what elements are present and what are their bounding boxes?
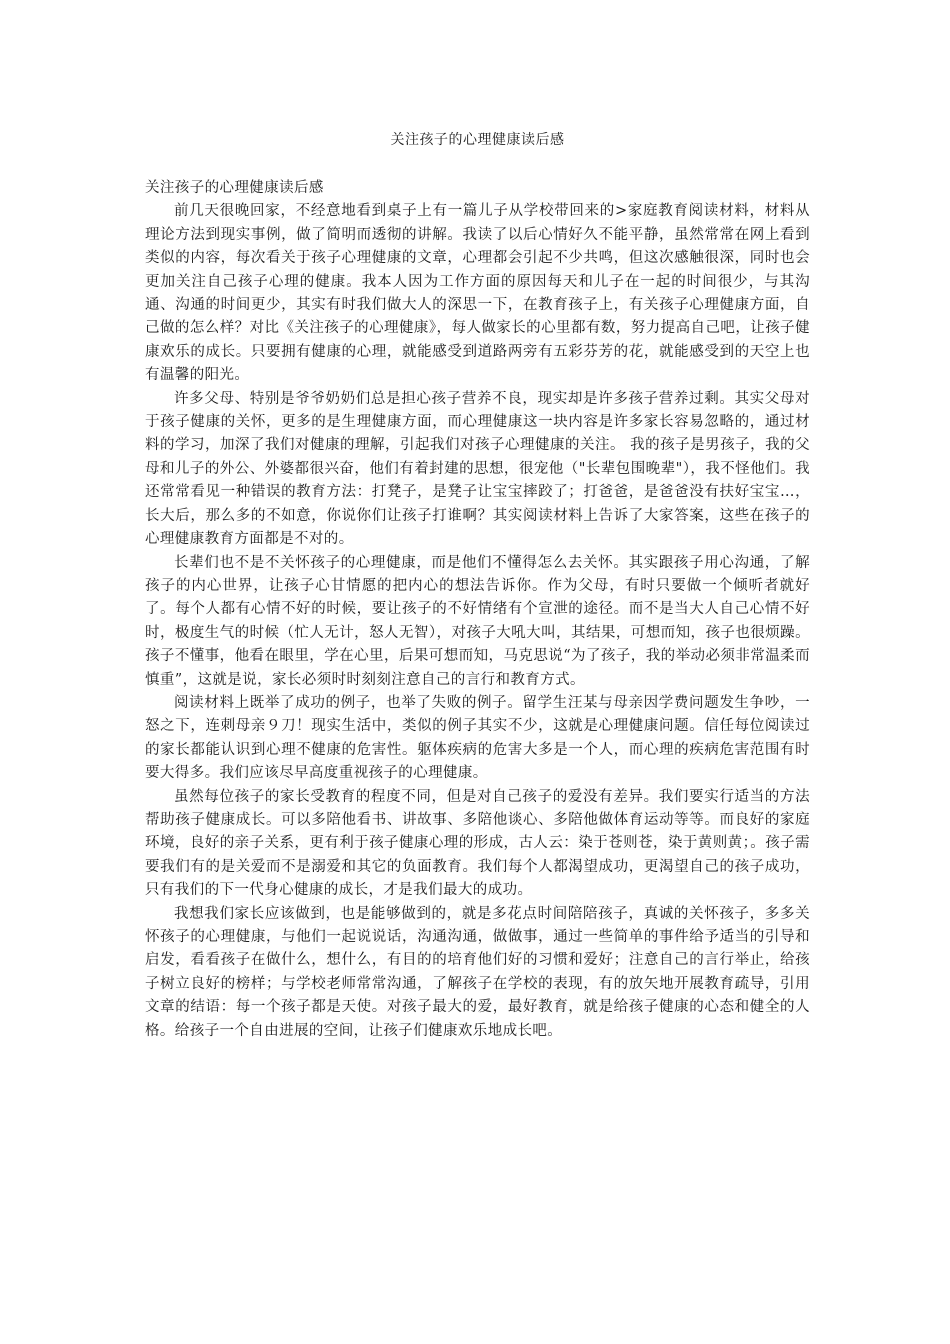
document-title: 关注孩子的心理健康读后感 [390, 132, 565, 148]
paragraph-5: 虽然每位孩子的家长受教育的程度不同，但是对自己孩子的爱没有差异。我们要实行适当的方法帮助孩子健康成长。可以多陪他看书、讲故事、多陪他谈心、多陪他做体育运动等等。而良好的家庭环境，良好的亲子关系，更有利于孩子健康心理的形成，古人云：染于苍则苍，染于黄则黄；。孩子需要我们有的是关爱而不是溺爱和其它的负面教育。我们每个人都渴望成功，更渴望自己的孩子成功，只有我们的下一代身心健康的成长，才是我们最大的成功。 [145, 788, 810, 899]
document-body [145, 177, 810, 1043]
paragraph-1: 前几天很晚回家，不经意地看到桌子上有一篇儿子从学校带回来的>家庭教育阅读材料，材料从理论方法到现实事例，做了简明而透彻的讲解。我读了以后心情好久不能平静，虽然常常在网上看到类似的内容，每次看关于孩子心理健康的文章，心理都会引起不少共鸣，但这次感触很深，同时也会更加关注自己孩子心理的健康。我本人因为工作方面的原因每天和儿子在一起的时间很少，与其沟通、沟通的时间更少，其实有时我们做大人的深思一下，在教育孩子上，有关孩子心理健康方面，自己做的怎么样？对比《关注孩子的心理健康》，每人做家长的心里都有数，努力提高自己吧，让孩子健康欢乐的成长。只要拥有健康的心理，就能感受到道路两旁有五彩芬芳的花，就能感受到的天空上也有温馨的阳光。 [145, 203, 810, 384]
document-subtitle: 关注孩子的心理健康读后感 [145, 180, 324, 196]
paragraph-2: 许多父母、特别是爷爷奶奶们总是担心孩子营养不良，现实却是许多孩子营养过剩。其实父母对于孩子健康的关怀，更多的是生理健康方面，而心理健康这一块内容是许多家长容易忽略的，通过材料的学习，加深了我们对健康的理解，引起我们对孩子心理健康的关注。 我的孩子是男孩子，我的父母和儿子的外公、外婆都很兴奋，他们有着封建的思想，很宠他（"长辈包围晚辈"），我不怪他们。我还常常看见一种错误的教育方法：打凳子，是凳子让宝宝摔跤了；打爸爸，是爸爸没有扶好宝宝…，长大后，那么多的不如意，你说你们让孩子打谁啊？其实阅读材料上告诉了大家答案，这些在孩子的心理健康教育方面都是不对的。 [145, 390, 810, 548]
paragraph-3: 长辈们也不是不关怀孩子的心理健康，而是他们不懂得怎么去关怀。其实跟孩子用心沟通，了解孩子的内心世界，让孩子心甘情愿的把内心的想法告诉你。作为父母，有时只要做一个倾听者就好了。每个人都有心情不好的时候，要让孩子的不好情绪有个宣泄的途径。而不是当大人自己心情不好时，极度生气的时候（忙人无计，怒人无智），对孩子大吼大叫，其结果，可想而知，孩子也很烦躁。孩子不懂事，他看在眼里，学在心里，后果可想而知，马克思说“为了孩子，我的举动必须非常温柔而慎重”，这就是说，家长必须时时刻刻注意自己的言行和教育方式。 [145, 554, 810, 688]
paragraph-4: 阅读材料上既举了成功的例子，也举了失败的例子。留学生汪某与母亲因学费问题发生争吵，一怒之下，连刺母亲９刀！现实生活中，类似的例子其实不少，这就是心理健康问题。信任每位阅读过的家长都能认识到心理不健康的危害性。躯体疾病的危害大多是一个人，而心理的疾病危害范围有时要大得多。我们应该尽早高度重视孩子的心理健康。 [145, 694, 810, 782]
paragraph-6: 我想我们家长应该做到，也是能够做到的，就是多花点时间陪陪孩子，真诚的关怀孩子，多多关怀孩子的心理健康，与他们一起说说话，沟通沟通，做做事，通过一些简单的事件给予适当的引导和启发，看看孩子在做什么，想什么，有目的的培育他们好的习惯和爱好；注意自己的言行举止，给孩子树立良好的榜样；与学校老师常常沟通，了解孩子在学校的表现，有的放矢地开展教育疏导，引用文章的结语：每一个孩子都是天使。对孩子最大的爱，最好教育，就是给孩子健康的心态和健全的人格。给孩子一个自由进展的空间，让孩子们健康欢乐地成长吧。 [145, 905, 810, 1039]
